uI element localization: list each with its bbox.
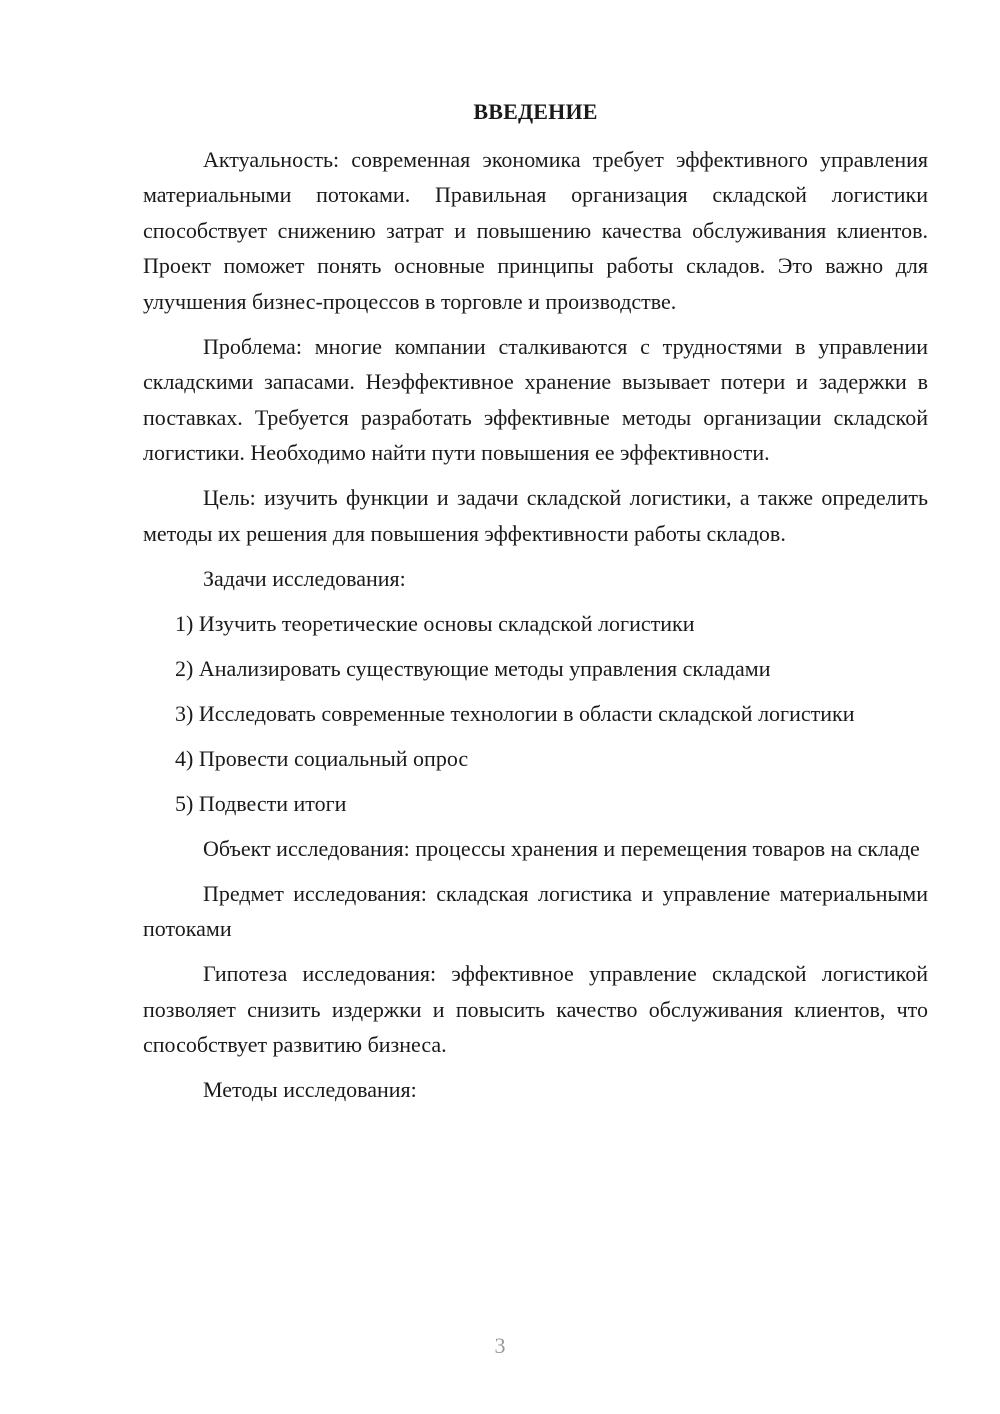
paragraph-relevance: Актуальность: современная экономика требует эффективного управления материальными потоками. Правильная организация складской логистики способствует снижению затрат и повышению качества обслуживания клиентов. Проект поможет понять основные принципы работы складов. Это важно для улучшения бизнес-процессов в торговле и производстве. — [143, 146, 928, 314]
paragraph-hypothesis: Гипотеза исследования: эффективное управление складской логистикой позволяет снизить издержки и повысить качество обслуживания клиентов, что способствует развитию бизнеса. — [143, 961, 928, 1057]
task-item: 1) Изучить теоретические основы складской логистики — [175, 610, 695, 636]
task-item: 3) Исследовать современные технологии в области складской логистики — [175, 700, 855, 726]
page-title: ВВЕДЕНИЕ — [473, 99, 598, 124]
page-number: 3 — [494, 1333, 506, 1358]
methods-heading: Методы исследования: — [203, 1077, 417, 1102]
page-content — [143, 94, 928, 1117]
task-item: 2) Анализировать существующие методы управления складами — [175, 655, 771, 681]
task-item: 5) Подвести итоги — [175, 790, 347, 816]
paragraph-subject: Предмет исследования: складская логистика и управление материальными потоками — [143, 880, 928, 941]
paragraph-goal: Цель: изучить функции и задачи складской логистики, а также определить методы их решения для повышения эффективности работы складов. — [143, 485, 928, 546]
paragraph-problem: Проблема: многие компании сталкиваются с трудностями в управлении складскими запасами. Неэффективное хранение вызывает потери и задержки в поставках. Требуется разработать эффективные методы организации складской логистики. Необходимо найти пути повышения ее эффективности. — [143, 333, 928, 465]
task-item: 4) Провести социальный опрос — [175, 745, 469, 771]
tasks-heading: Задачи исследования: — [203, 565, 406, 591]
paragraph-object: Объект исследования: процессы хранения и перемещения товаров на складе — [203, 835, 920, 861]
